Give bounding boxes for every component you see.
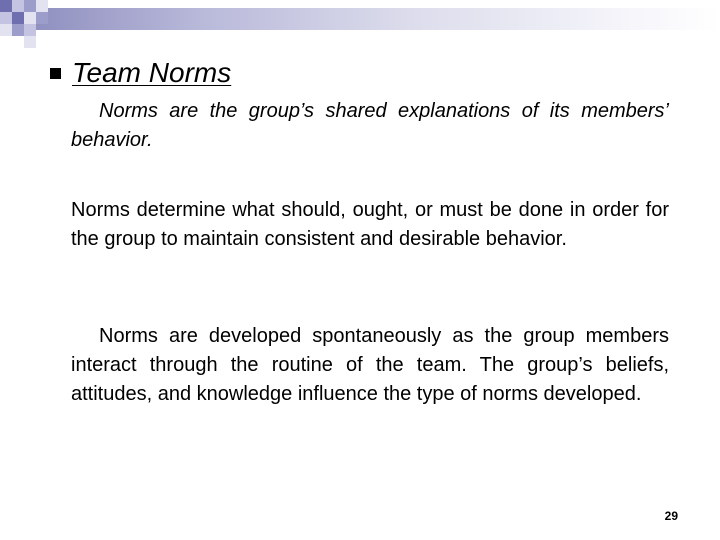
checker-square xyxy=(36,12,48,24)
checker-square xyxy=(24,0,36,12)
checker-square xyxy=(24,36,36,48)
checker-square xyxy=(12,0,24,12)
checker-square xyxy=(36,0,48,12)
slide-title: Team Norms xyxy=(72,57,232,88)
paragraph-definition: Norms are the group’s shared explanations of its members’ behavior. xyxy=(71,100,669,151)
checker-square xyxy=(12,24,24,36)
header-gradient-bar xyxy=(30,8,720,30)
checker-square xyxy=(0,0,12,12)
page-number: 29 xyxy=(664,509,678,523)
header-decoration xyxy=(0,0,720,48)
paragraph-determination: Norms determine what should, ought, or must be done in order for the group to maintain consistent and desirable behavior. xyxy=(71,199,669,250)
checker-square xyxy=(24,12,36,24)
checker-square xyxy=(0,24,12,36)
square-bullet-icon xyxy=(50,68,61,79)
checker-square xyxy=(0,12,12,24)
paragraph-development: Norms are developed spontaneously as the group members interact through the routine of the team. The group’s beliefs, attitudes, and knowledge influence the type of norms developed. xyxy=(71,325,669,405)
checker-square xyxy=(12,12,24,24)
checker-square xyxy=(24,24,36,36)
